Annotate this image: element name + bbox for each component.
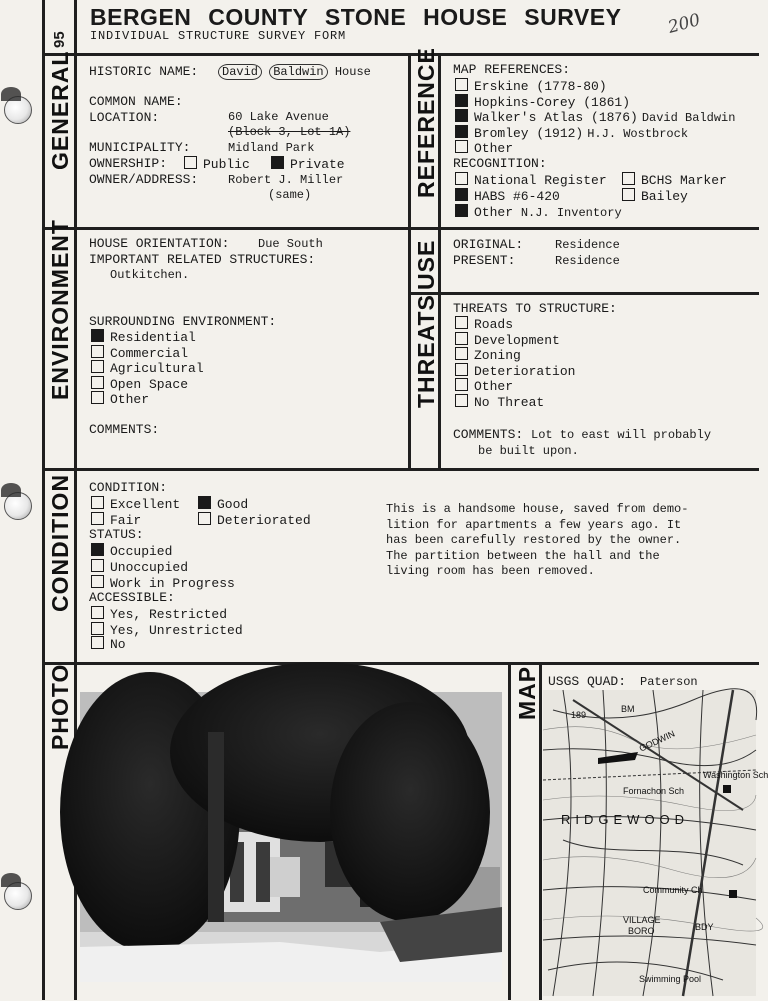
historic-name-first: David <box>218 64 262 80</box>
house-photo <box>80 692 502 982</box>
condition-description-line: This is a handsome house, saved from demo- <box>386 502 689 516</box>
env-other-option[interactable] <box>91 391 149 407</box>
location-value: 60 Lake Avenue <box>228 110 329 124</box>
original-use-label: ORIGINAL: <box>453 237 524 252</box>
usgs-map-image <box>543 690 756 996</box>
threats-comments-line2: be built upon. <box>478 444 579 458</box>
map-references-label: MAP REFERENCES: <box>453 62 571 77</box>
map-ref-erskine-1778-80-label: Erskine (1778-80) <box>474 79 607 94</box>
ownership-label: OWNERSHIP: <box>89 156 168 171</box>
threats-comments-label: COMMENTS: <box>453 427 524 442</box>
condition-description-line: has been carefully restored by the owner. <box>386 533 682 547</box>
ownership-private-label: Private <box>290 157 345 172</box>
threat-other-checkbox[interactable] <box>455 378 468 391</box>
excellent-option[interactable] <box>91 496 180 512</box>
other-nj-option[interactable] <box>455 204 622 221</box>
historic-name-label: HISTORIC NAME: <box>89 64 199 79</box>
page-title: BERGEN COUNTY STONE HOUSE SURVEY <box>90 4 622 30</box>
bchs-marker-label: BCHS Marker <box>641 173 727 188</box>
historic-name-last: Baldwin <box>269 64 327 80</box>
other-nj-label: Other <box>474 205 514 220</box>
threat-roads-option[interactable] <box>455 316 513 332</box>
usgs-quad-value: Paterson <box>640 675 698 689</box>
section-label-use: USE <box>413 239 439 290</box>
threat-no-threat-label: No Threat <box>474 394 545 410</box>
house-photo-image <box>80 692 502 982</box>
ownership-private-option[interactable] <box>271 156 345 172</box>
national-register-checkbox[interactable] <box>455 172 468 185</box>
occupied-checkbox[interactable] <box>91 543 104 556</box>
threat-deterioration-label: Deterioration <box>474 363 576 379</box>
env-residential-checkbox[interactable] <box>91 329 104 342</box>
yes-unrestricted-label: Yes, Unrestricted <box>110 623 243 638</box>
deteriorated-option[interactable] <box>198 512 311 528</box>
section-label-threats: THREATS <box>413 294 439 408</box>
threat-deterioration-checkbox[interactable] <box>455 363 468 376</box>
no-label: No <box>110 637 126 652</box>
no-checkbox[interactable] <box>91 636 104 649</box>
threats-label: THREATS TO STRUCTURE: <box>453 301 617 316</box>
deteriorated-checkbox[interactable] <box>198 512 211 525</box>
map-label-bdy: BDY <box>695 922 714 932</box>
habs-option[interactable] <box>455 188 560 204</box>
yes-unrestricted-checkbox[interactable] <box>91 622 104 635</box>
map-label-189: 189 <box>571 710 587 720</box>
environment-comments-label: COMMENTS: <box>89 422 160 437</box>
env-other-label: Other <box>110 392 150 407</box>
env-commercial-label: Commercial <box>110 345 189 361</box>
bailey-label: Bailey <box>641 189 688 204</box>
fair-label: Fair <box>110 513 142 528</box>
page-subtitle: INDIVIDUAL STRUCTURE SURVEY FORM <box>90 29 347 43</box>
map-ref-walker-s-atlas-1876-option[interactable] <box>455 109 735 126</box>
threat-development-option[interactable] <box>455 332 560 348</box>
frame-left-outer <box>42 0 45 1000</box>
original-use-value: Residence <box>555 238 620 252</box>
present-use-label: PRESENT: <box>453 253 516 268</box>
threat-deterioration-option[interactable] <box>455 363 575 379</box>
other-nj-checkbox[interactable] <box>455 204 468 217</box>
bchs-marker-checkbox[interactable] <box>622 172 635 185</box>
bchs-marker-option[interactable] <box>622 172 727 188</box>
threat-roads-label: Roads <box>474 317 514 332</box>
historic-name-value <box>218 65 371 80</box>
location-struck-value: (Block 3, Lot 1A) <box>228 125 351 139</box>
present-use-value: Residence <box>555 254 620 268</box>
good-option[interactable] <box>198 496 248 512</box>
other-nj-value: N.J. Inventory <box>520 206 622 220</box>
map-ref-bromley-1912-note: H.J. Wostbrock <box>587 126 689 141</box>
threat-other-label: Other <box>474 379 514 394</box>
good-label: Good <box>217 497 249 512</box>
national-register-option[interactable] <box>455 172 607 188</box>
fair-checkbox[interactable] <box>91 512 104 525</box>
map-label-boro: BORO <box>628 926 655 936</box>
env-agricultural-checkbox[interactable] <box>91 360 104 373</box>
municipality-label: MUNICIPALITY: <box>89 140 191 155</box>
map-label-village: VILLAGE <box>623 915 661 925</box>
habs-label: HABS #6-420 <box>474 189 560 204</box>
ownership-private-checkbox[interactable] <box>271 156 284 169</box>
threat-zoning-label: Zoning <box>474 348 521 363</box>
header-divider <box>42 53 759 56</box>
map-ref-walker-s-atlas-1876-label: Walker's Atlas (1876) <box>474 110 638 125</box>
condition-description-line: lition for apartments a few years ago. It <box>386 517 682 532</box>
ownership-public-option[interactable] <box>184 156 250 172</box>
env-residential-label: Residential <box>110 330 196 345</box>
national-register-label: National Register <box>474 173 607 188</box>
status-label: STATUS: <box>89 527 144 542</box>
threat-zoning-checkbox[interactable] <box>455 347 468 360</box>
env-other-checkbox[interactable] <box>91 391 104 404</box>
map-label-godwin: GODWIN <box>637 728 677 754</box>
punch-hole-bottom <box>4 882 32 910</box>
excellent-checkbox[interactable] <box>91 496 104 509</box>
middle-column-left <box>408 53 411 470</box>
usgs-quad-label: USGS QUAD: <box>548 674 627 689</box>
env-agricultural-label: Agricultural <box>110 361 204 376</box>
good-checkbox[interactable] <box>198 496 211 509</box>
deteriorated-label: Deteriorated <box>217 513 311 528</box>
environment-divider <box>42 468 759 471</box>
occupied-option[interactable] <box>91 543 172 559</box>
surrounding-label: SURROUNDING ENVIRONMENT: <box>89 314 277 329</box>
fair-option[interactable] <box>91 512 141 528</box>
map-label-washington: Washington Sch <box>703 770 768 780</box>
punch-hole-middle <box>4 492 32 520</box>
work-in-progress-label: Work in Progress <box>110 576 235 591</box>
related-structures-label: IMPORTANT RELATED STRUCTURES: <box>89 252 316 267</box>
threat-development-label: Development <box>474 332 560 348</box>
ownership-public-checkbox[interactable] <box>184 156 197 169</box>
section-label-photo: PHOTO <box>47 663 73 750</box>
owner-value: Robert J. Miller <box>228 173 344 187</box>
map-label-swimming: Swimming Pool <box>639 974 702 984</box>
orientation-value: Due South <box>258 237 323 251</box>
map-label-fornachon: Fornachon Sch <box>623 786 685 796</box>
recognition-label: RECOGNITION: <box>453 156 547 171</box>
section-label-reference: REFERENCE <box>413 47 439 198</box>
unoccupied-label: Unoccupied <box>110 560 189 575</box>
threat-zoning-option[interactable] <box>455 347 521 363</box>
photo-map-left <box>508 662 511 1000</box>
map-ref-hopkins-corey-1861-checkbox[interactable] <box>455 94 468 107</box>
punch-hole-top <box>4 96 32 124</box>
section-label-condition: CONDITION <box>47 473 73 612</box>
form-number: 95 <box>51 31 68 48</box>
env-open-space-label: Open Space <box>110 376 189 392</box>
section-label-environment: ENVIRONMENT <box>47 219 73 400</box>
municipality-value: Midland Park <box>228 141 315 155</box>
env-residential-option[interactable] <box>91 329 196 345</box>
map-ref-bromley-1912-option[interactable] <box>455 125 688 142</box>
map-ref-hopkins-corey-1861-option[interactable] <box>455 94 630 110</box>
map-ref-bromley-1912-checkbox[interactable] <box>455 125 468 138</box>
map-label-community: Community Ch <box>643 885 703 895</box>
related-structures-value: Outkitchen. <box>110 268 190 282</box>
yes-restricted-option[interactable] <box>91 606 227 622</box>
unoccupied-checkbox[interactable] <box>91 559 104 572</box>
threat-no-threat-option[interactable] <box>455 394 544 410</box>
env-commercial-checkbox[interactable] <box>91 345 104 358</box>
orientation-label: HOUSE ORIENTATION: <box>89 236 230 251</box>
no-option[interactable] <box>91 636 126 652</box>
common-name-label: COMMON NAME: <box>89 94 183 109</box>
bailey-option[interactable] <box>622 188 688 204</box>
env-commercial-option[interactable] <box>91 345 188 361</box>
use-threats-divider <box>410 292 759 295</box>
threat-no-threat-checkbox[interactable] <box>455 394 468 407</box>
occupied-label: Occupied <box>110 544 173 559</box>
location-label: LOCATION: <box>89 110 160 125</box>
work-in-progress-option[interactable] <box>91 575 235 591</box>
accessible-label: ACCESSIBLE: <box>89 590 175 605</box>
owner-address-label: OWNER/ADDRESS: <box>89 172 199 187</box>
habs-checkbox[interactable] <box>455 188 468 201</box>
owner-value-2: (same) <box>268 188 312 202</box>
map-label-bm: BM <box>621 704 635 714</box>
env-open-space-checkbox[interactable] <box>91 376 104 389</box>
condition-description-line: living room has been removed. <box>386 564 595 578</box>
condition-description-line: The partition between the hall and the <box>386 548 660 563</box>
yes-restricted-label: Yes, Restricted <box>110 607 228 622</box>
usgs-map <box>543 690 768 996</box>
handwritten-note: 200 <box>665 10 703 38</box>
map-ref-bromley-1912-label: Bromley (1912) <box>474 125 584 141</box>
yes-restricted-checkbox[interactable] <box>91 606 104 619</box>
map-ref-erskine-1778-80-option[interactable] <box>455 78 607 94</box>
threat-other-option[interactable] <box>455 378 513 394</box>
general-divider <box>42 227 759 230</box>
map-ref-other-option[interactable] <box>455 140 513 156</box>
env-open-space-option[interactable] <box>91 376 188 392</box>
ownership-public-label: Public <box>203 157 250 172</box>
historic-name-suffix: House <box>334 65 371 79</box>
map-label-ridgewood: RIDGEWOOD <box>561 812 690 827</box>
section-label-map: MAP <box>514 665 540 720</box>
condition-label: CONDITION: <box>89 480 168 495</box>
env-agricultural-option[interactable] <box>91 360 204 376</box>
section-label-general: GENERAL <box>47 50 73 170</box>
bailey-checkbox[interactable] <box>622 188 635 201</box>
map-ref-walker-s-atlas-1876-note: David Baldwin <box>641 111 736 125</box>
condition-divider <box>42 662 759 665</box>
threat-roads-checkbox[interactable] <box>455 316 468 329</box>
map-ref-hopkins-corey-1861-label: Hopkins-Corey (1861) <box>474 94 631 110</box>
threat-development-checkbox[interactable] <box>455 332 468 345</box>
excellent-label: Excellent <box>110 497 181 512</box>
unoccupied-option[interactable] <box>91 559 188 575</box>
map-ref-other-label: Other <box>474 141 514 156</box>
map-ref-erskine-1778-80-checkbox[interactable] <box>455 78 468 91</box>
work-in-progress-checkbox[interactable] <box>91 575 104 588</box>
map-ref-walker-s-atlas-1876-checkbox[interactable] <box>455 109 468 122</box>
threats-comments-line1: Lot to east will probably <box>531 428 712 442</box>
map-ref-other-checkbox[interactable] <box>455 140 468 153</box>
